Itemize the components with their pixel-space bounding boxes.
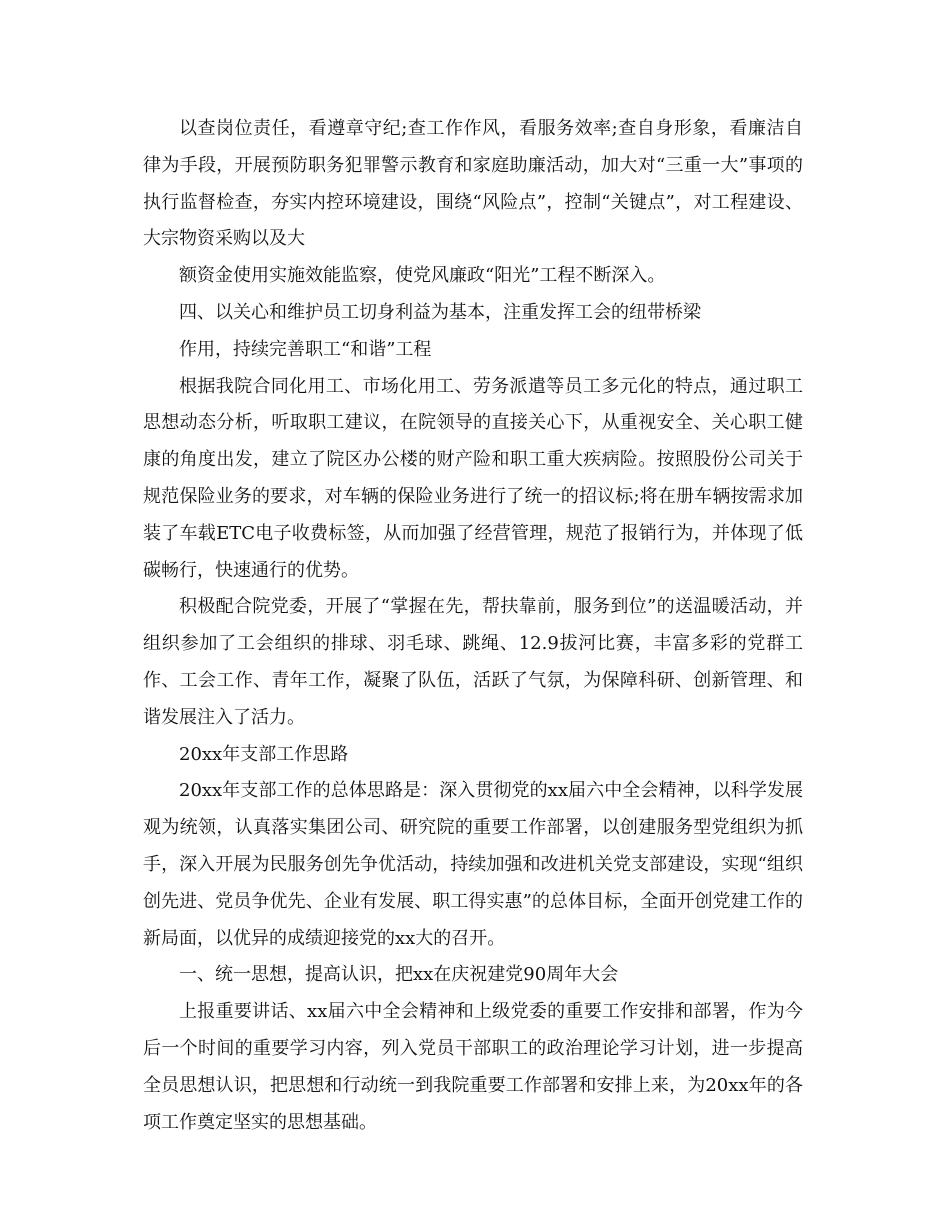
- document-body: [143, 111, 803, 1141]
- section-heading-one: 一、统一思想，提高认识，把xx在庆祝建党90周年大会: [179, 964, 619, 986]
- paragraph-activities: 积极配合院党委，开展了“掌握在先，帮扶靠前，服务到位”的送温暖活动，并组织参加了工会组织的排球、羽毛球、跳绳、12.9拔河比赛，丰富多彩的党群工作、工会工作、青年工作，凝聚了队伍，活跃了气氛，为保障科研、创新管理、和谐发展注入了活力。: [143, 596, 803, 728]
- paragraph-study-plan: 上报重要讲话、xx届六中全会精神和上级党委的重要工作安排和部署，作为今后一个时间的重要学习内容，列入党员干部职工的政治理论学习计划，进一步提高全员思想认识，把思想和行动统一到我院重要工作部署和安排上来，为20xx年的各项工作奠定坚实的思想基础。: [143, 1001, 803, 1133]
- paragraph-insurance: 根据我院合同化用工、市场化用工、劳务派遣等员工多元化的特点，通过职工思想动态分析，听取职工建议，在院领导的直接关心下，从重视安全、关心职工健康的角度出发，建立了院区办公楼的财产险和职工重大疾病险。按照股份公司关于规范保险业务的要求，对车辆的保险业务进行了统一的招议标;将在册车辆按需求加装了车载ETC电子收费标签，从而加强了经营管理，规范了报销行为，并体现了低碳畅行，快速通行的优势。: [143, 375, 803, 581]
- section-title-work-plan: 20xx年支部工作思路: [179, 743, 349, 765]
- paragraph-supervision-measures: 以查岗位责任，看遵章守纪;查工作作风，看服务效率;查自身形象，看廉洁自律为手段，开展预防职务犯罪警示教育和家庭助廉活动，加大对“三重一大”事项的执行监督检查，夯实内控环境建设，围绕“风险点”，控制“关键点”，对工程建设、大宗物资采购以及大: [143, 118, 803, 250]
- paragraph-overall-plan: 20xx年支部工作的总体思路是：深入贯彻党的xx届六中全会精神，以科学发展观为统领，认真落实集团公司、研究院的重要工作部署，以创建服务型党组织为抓手，深入开展为民服务创先争优活动，持续加强和改进机关党支部建设，实现“组织创先进、党员争优先、企业有发展、职工得实惠”的总体目标，全面开创党建工作的新局面，以优异的成绩迎接党的xx大的召开。: [143, 780, 803, 949]
- paragraph-funds-supervision: 额资金使用实施效能监察，使党风廉政“阳光”工程不断深入。: [179, 265, 666, 287]
- section-heading-four-continued: 作用，持续完善职工“和谐”工程: [179, 338, 432, 360]
- section-heading-four: 四、以关心和维护员工切身利益为基本，注重发挥工会的纽带桥梁: [179, 301, 701, 323]
